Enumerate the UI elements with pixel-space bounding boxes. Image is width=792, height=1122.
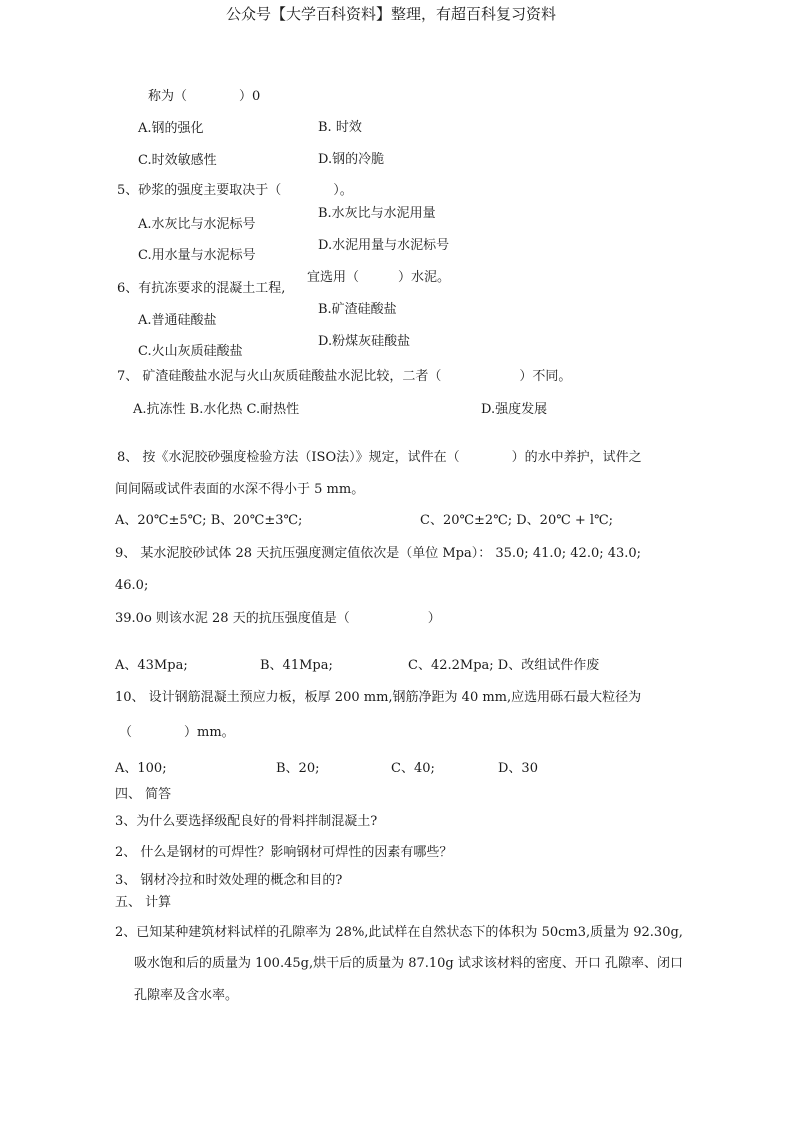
q4-option-b: B. 时效 (318, 120, 362, 135)
q5-option-a: A.水灰比与水泥标号 (138, 217, 256, 232)
q4-option-a: A.钢的强化 (138, 121, 204, 136)
q9-stem-line1: 9、 某水泥胶砂试体 28 天抗压强度测定值依次是（单位 Mpa）： 35.0; 41.0; 42.0; 43.0; (115, 546, 642, 561)
q5-option-c: C.用水量与水泥标号 (138, 248, 256, 263)
q9-option-b: B、41Mpa; (260, 658, 333, 673)
q5-option-d: D.水泥用量与水泥标号 (318, 238, 450, 253)
q6-option-c: C.火山灰质硅酸盐 (138, 344, 243, 359)
q6-option-d: D.粉煤灰硅酸盐 (318, 334, 411, 349)
section-5-problem-line1: 2、已知某种建筑材料试样的孔隙率为 28%,此试样在自然状态下的体积为 50cm3,质量为 92.30g, (115, 925, 683, 940)
q8-stem-line1: 8、 按《水泥胶砂强度检验方法（ISO法）》规定，试件在（ ）的水中养护，试件之 (117, 450, 642, 465)
q7-option-d: D.强度发展 (481, 402, 548, 417)
q6-option-a: A.普通硅酸盐 (138, 313, 217, 328)
q9-options-cd: C、42.2Mpa; D、改组试件作废 (408, 658, 600, 673)
section-4-title: 四、 简答 (115, 787, 172, 802)
q10-option-b: B、20; (276, 761, 320, 776)
q6-stem-left: 6、有抗冻要求的混凝土工程, (117, 281, 286, 296)
q10-stem-line1: 10、 设计钢筋混凝土预应力板，板厚 200 mm,钢筋净距为 40 mm,应选用砾石最大粒径为 (115, 690, 642, 705)
q10-option-d: D、30 (498, 761, 538, 776)
q8-stem-line2: 间间隔或试件表面的水深不得小于 5 mm。 (115, 482, 365, 497)
q9-stem-line2: 46.0; (115, 578, 149, 593)
section-4-question-2: 2、 什么是钢材的可焊性？影响钢材可焊性的因素有哪些？ (115, 845, 453, 860)
q4-option-c: C.时效敏感性 (138, 153, 217, 168)
q5-stem: 5、砂浆的强度主要取决于（ ）。 (117, 183, 353, 198)
q10-option-a: A、100; (115, 761, 167, 776)
q5-option-b: B.水灰比与水泥用量 (318, 206, 436, 221)
q10-option-c: C、40; (391, 761, 435, 776)
q8-options-cd: C、20℃±2℃; D、20℃ + l℃; (420, 513, 613, 528)
page-header: 公众号【大学百科资料】整理，有超百科复习资料 (226, 5, 557, 23)
q4-stem-tail: 称为（ ）0 (148, 89, 261, 104)
section-4-question-3: 3、 钢材冷拉和时效处理的概念和目的? (115, 873, 343, 888)
section-5-problem-line3: 孔隙率及含水率。 (134, 988, 239, 1003)
section-4-question-1: 3、为什么要选择级配良好的骨料拌制混凝土? (115, 814, 378, 829)
q4-option-d: D.钢的冷脆 (318, 152, 385, 167)
section-5-problem-line2: 吸水饱和后的质量为 100.45g,烘干后的质量为 87.10g 试求该材料的密度、开口 孔隙率、闭口 (134, 956, 684, 971)
q6-option-b: B.矿渣硅酸盐 (318, 302, 397, 317)
q7-options-abc: A.抗冻性 B.水化热 C.耐热性 (133, 402, 300, 417)
q10-stem-line2: （ ）mm。 (119, 725, 235, 740)
section-5-title: 五、 计算 (115, 895, 172, 910)
q8-options-ab: A、20℃±5℃; B、20℃±3℃; (115, 513, 303, 528)
q6-stem-right: 宜选用（ ）水泥。 (307, 270, 451, 285)
q9-stem-line3: 39.0o 则该水泥 28 天的抗压强度值是（ ） (115, 611, 441, 626)
q9-option-a: A、43Mpa; (115, 658, 188, 673)
q7-stem: 7、 矿渣硅酸盐水泥与火山灰质硅酸盐水泥比较，二者（ ）不同。 (117, 369, 572, 384)
